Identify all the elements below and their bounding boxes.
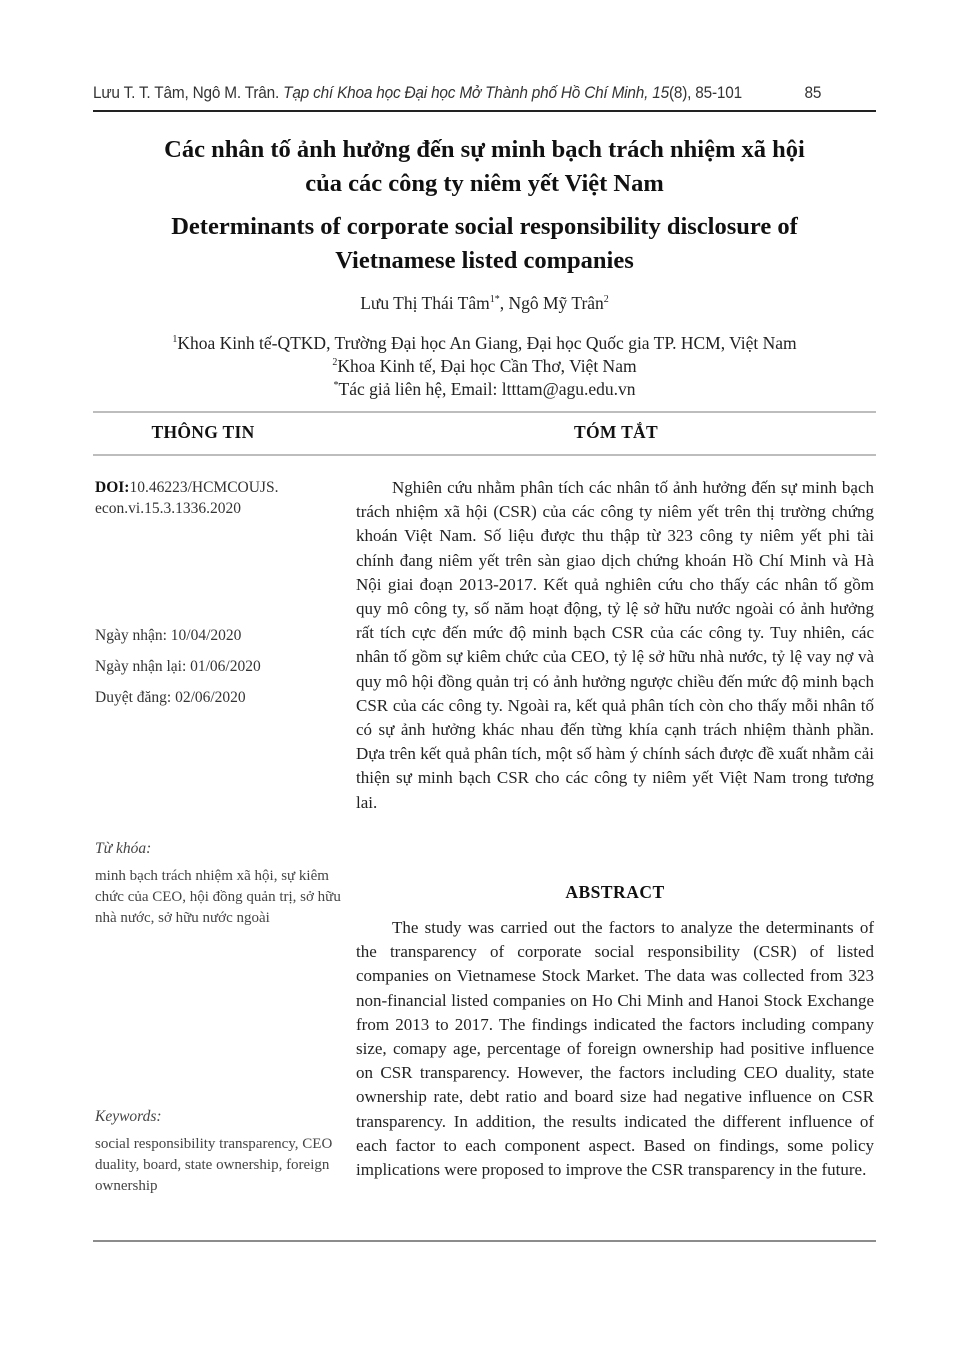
keywords-en-label: Keywords: — [95, 1108, 162, 1125]
title-vi-line-1: Các nhân tố ảnh hưởng đến sự minh bạch trách nhiệm xã hội — [164, 136, 805, 163]
abstract-english — [356, 916, 874, 1182]
doi-block — [95, 477, 345, 519]
citation-authors: Lưu T. T. Tâm, Ngô M. Trân. — [93, 84, 280, 102]
page-number: 85 — [804, 84, 822, 102]
keywords-en-text: social responsibility transparency, CEO duality, board, state ownership, foreign ownership — [95, 1136, 333, 1194]
abstract-en-text: The study was carried out the factors to analyze the determinants of the transparency of corporate social responsibility (CSR) of listed companies on Vietnamese Stock Market. The data was collected from 323 non-financial listed companies on Ho Chi Minh and Hanoi Stock Exchange from 2013 to 2017. The findings indicated the factors including company size, comapy age, percentage of foreign ownership had positive influence on CSR transparency. However, the factors including CEO duality, state ownership rate, debt ratio and board size had negative influence on CSR transparency. In addition, the results indicated the different influence of each factor to each component aspect. Based on findings, some policy implications were proposed to improve the CSR transparency in the future. — [356, 918, 874, 1180]
author-separator: , — [499, 293, 509, 313]
corresponding-text: Tác giả liên hệ, Email: ltttam@agu.edu.vn — [338, 379, 636, 399]
doi-label: DOI: — [95, 479, 130, 496]
title-vietnamese — [93, 133, 876, 201]
title-en-line-2: Vietnamese listed companies — [335, 247, 634, 274]
info-heading: THÔNG TIN — [151, 422, 255, 442]
affiliation-2 — [93, 355, 876, 378]
dates-block — [95, 620, 345, 713]
section-rule-sub — [93, 454, 876, 456]
affiliation-1 — [93, 332, 876, 355]
author-1: Lưu Thị Thái Tâm — [360, 293, 490, 313]
affiliation-2-sup: 2 — [332, 357, 338, 369]
abstract-vietnamese — [356, 476, 874, 815]
doi-line-2: econ.vi.15.3.1336.2020 — [95, 500, 241, 517]
abstract-en-heading: ABSTRACT — [565, 882, 665, 902]
author-2: Ngô Mỹ Trân — [508, 293, 604, 313]
running-header — [93, 84, 821, 103]
title-english — [93, 210, 876, 278]
title-en-line-1: Determinants of corporate social responsibility disclosure of — [171, 213, 798, 240]
affiliation-1-text: Khoa Kinh tế-QTKD, Trường Đại học An Giang, Đại học Quốc gia TP. HCM, Việt Nam — [177, 333, 797, 353]
accepted-date: Duyệt đăng: 02/06/2020 — [95, 689, 246, 706]
issue-pages: (8), 85-101 — [668, 84, 742, 102]
author-2-sup: 2 — [603, 294, 609, 306]
section-rule-top — [93, 411, 876, 413]
revised-date: Ngày nhận lại: 01/06/2020 — [95, 658, 261, 675]
author-list — [93, 293, 876, 314]
corresponding-author — [93, 378, 876, 401]
journal-name: Tạp chí Khoa học Đại học Mở Thành phố Hồ Chí Minh, 15 — [283, 84, 669, 102]
keywords-vietnamese — [95, 840, 345, 929]
corresponding-sup: * — [333, 380, 339, 392]
keywords-vi-text: minh bạch trách nhiệm xã hội, sự kiêm chức của CEO, hội đồng quản trị, sở hữu nhà nước, sở hữu nước ngoài — [95, 868, 341, 926]
keywords-vi-label: Từ khóa: — [95, 840, 152, 857]
citation — [93, 84, 742, 103]
doi-line-1: 10.46223/HCMCOUJS. — [129, 479, 279, 496]
title-vi-line-2: của các công ty niêm yết Việt Nam — [305, 170, 664, 197]
keywords-english — [95, 1108, 345, 1197]
affiliation-1-sup: 1 — [172, 334, 178, 346]
abstract-vi-text: Nghiên cứu nhằm phân tích các nhân tố ảnh hưởng đến sự minh bạch trách nhiệm xã hội (CSR) của các công ty niêm yết trên thị trường chứng khoán Việt Nam. Số liệu được thu thập từ 323 công ty niêm yết phi tài chính đang niêm yết trên sàn giao dịch chứng khoán Hồ Chí Minh và Hà Nội giai đoạn 2013-2017. Kết quả nghiên cứu cho thấy các nhân tố gồm quy mô công ty, số năm hoạt động, tỷ lệ sở hữu nước ngoài có ảnh hưởng rất tích cực đến mức độ minh bạch CSR của các công ty. Tuy nhiên, các nhân tố gồm sự kiêm chức của CEO, tỷ lệ sở hữu nhà nước, tỷ lệ vay nợ và quy mô hội đồng quản trị có ảnh hưởng ngược chiều đến mức độ minh bạch CSR của các công ty. Ngoài ra, kết quả phân tích còn cho thấy mỗi nhân tố có sự ảnh hưởng khác nhau đến từng khía cạnh trách nhiệm thành phần. Dựa trên kết quả phân tích, một số hàm ý chính sách được đề xuất nhằm cải thiện sự minh bạch CSR cho các công ty niêm yết Việt Nam trong tương lai. — [356, 478, 874, 812]
received-date: Ngày nhận: 10/04/2020 — [95, 627, 242, 644]
summary-heading: TÓM TẮT — [574, 422, 658, 442]
author-1-sup: 1* — [489, 294, 500, 306]
affiliation-2-text: Khoa Kinh tế, Đại học Cần Thơ, Việt Nam — [337, 356, 637, 376]
header-rule — [93, 110, 876, 112]
section-rule-bottom — [93, 1240, 876, 1242]
